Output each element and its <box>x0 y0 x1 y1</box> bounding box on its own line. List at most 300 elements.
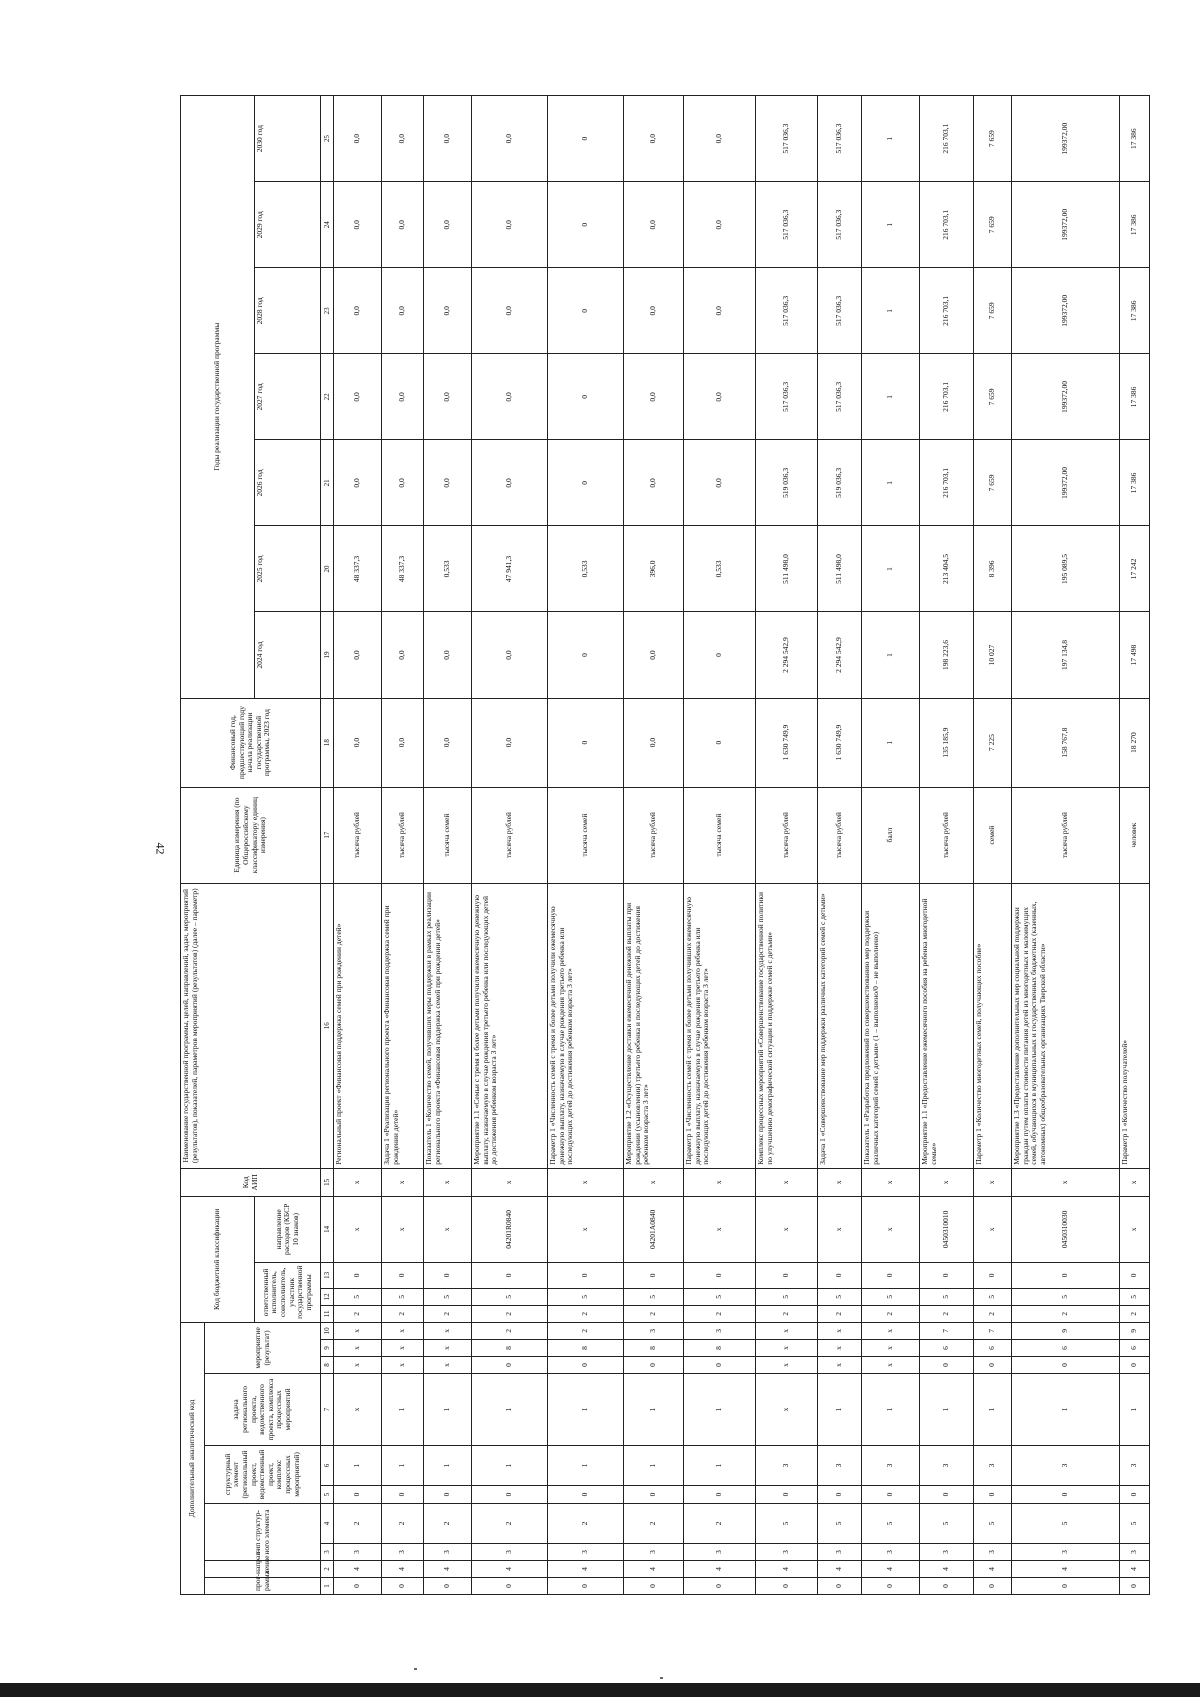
value-cell: 216 703,1 <box>920 440 974 526</box>
table-row <box>684 96 756 1595</box>
unit-cell: человек <box>1120 787 1150 883</box>
value-cell: 0,533 <box>684 526 756 612</box>
code-cell: 5 <box>862 1288 920 1305</box>
scan-speck <box>660 1677 663 1679</box>
value-cell: 2 294 542,9 <box>756 612 818 698</box>
value-cell: 0 <box>548 612 624 698</box>
unit-cell: семей <box>974 787 1012 883</box>
value-cell: 0,0 <box>334 354 382 440</box>
code-cell: 0450310030 <box>1012 1196 1120 1262</box>
code-cell: 1 <box>974 1373 1012 1445</box>
code-cell: 2 <box>548 1305 624 1322</box>
code-cell: 0 <box>472 1356 548 1373</box>
col-number: 12 <box>321 1288 334 1305</box>
code-cell: 0 <box>334 1485 382 1503</box>
code-cell: 0 <box>684 1356 756 1373</box>
value-cell: 0 <box>684 698 756 787</box>
code-cell: x <box>862 1196 920 1262</box>
code-cell: 0 <box>974 1485 1012 1503</box>
row-name: Мероприятие 1.1 «Семьи с тремя и более детьми получили ежемесячную денежную выплату, назначаемую в случае рождения третьего ребенка или последующих детей до достижения ребенком возраста 3 лет» <box>472 883 548 1168</box>
code-cell: 1 <box>684 1445 756 1485</box>
value-cell: 17 386 <box>1120 354 1150 440</box>
code-cell: x <box>1120 1196 1150 1262</box>
code-cell: 3 <box>624 1544 684 1561</box>
value-cell: 0,0 <box>472 612 548 698</box>
code-cell: 1 <box>624 1373 684 1445</box>
value-cell: 0,0 <box>624 612 684 698</box>
code-cell: 3 <box>334 1544 382 1561</box>
value-cell: 17 498 <box>1120 612 1150 698</box>
program-table <box>180 95 1150 1595</box>
code-cell: 0 <box>624 1485 684 1503</box>
code-cell: 1 <box>334 1445 382 1485</box>
code-cell: 0 <box>334 1578 382 1595</box>
value-cell: 0,0 <box>684 182 756 268</box>
code-cell: 1 <box>472 1445 548 1485</box>
value-cell: 0,0 <box>334 96 382 182</box>
table-body <box>334 96 1150 1595</box>
code-cell: 8 <box>472 1339 548 1356</box>
rotated-table-frame <box>180 95 1139 1595</box>
code-cell: 1 <box>818 1373 862 1445</box>
unit-cell: тысяча рублей <box>756 787 818 883</box>
code-cell: x <box>424 1356 472 1373</box>
value-cell: 519 036,3 <box>756 440 818 526</box>
unit-cell: тысяча семей <box>684 787 756 883</box>
value-cell: 0,0 <box>424 268 472 354</box>
code-cell: 5 <box>756 1503 818 1543</box>
unit-cell: тысяча рублей <box>920 787 974 883</box>
code-cell: 1 <box>684 1373 756 1445</box>
code-cell: 0 <box>624 1262 684 1288</box>
code-cell: 1 <box>1120 1373 1150 1445</box>
code-cell: 2 <box>684 1305 756 1322</box>
code-cell: 0 <box>424 1578 472 1595</box>
table-row <box>818 96 862 1595</box>
code-cell: 2 <box>1012 1305 1120 1322</box>
value-cell: 0,0 <box>334 440 382 526</box>
code-cell: 5 <box>974 1503 1012 1543</box>
value-cell: 0,0 <box>382 96 424 182</box>
table-row <box>334 96 382 1595</box>
table-row <box>424 96 472 1595</box>
value-cell: 17 386 <box>1120 268 1150 354</box>
code-cell: 1 <box>424 1373 472 1445</box>
code-cell: x <box>424 1196 472 1262</box>
value-cell: 7 225 <box>974 698 1012 787</box>
code-cell: x <box>382 1339 424 1356</box>
unit-cell: балл <box>862 787 920 883</box>
code-cell: 4 <box>424 1561 472 1578</box>
code-cell: x <box>862 1339 920 1356</box>
value-cell: 0,0 <box>684 96 756 182</box>
code-cell: x <box>818 1339 862 1356</box>
code-cell: x <box>756 1356 818 1373</box>
code-cell: x <box>818 1196 862 1262</box>
value-cell: 1 630 749,9 <box>756 698 818 787</box>
code-cell: 0 <box>920 1262 974 1288</box>
code-cell: 0 <box>920 1485 974 1503</box>
code-cell: x <box>334 1373 382 1445</box>
header-year-2026: 2026 год <box>255 440 321 526</box>
value-cell: 216 703,1 <box>920 354 974 440</box>
value-cell: 517 036,3 <box>818 354 862 440</box>
code-cell: 6 <box>1120 1339 1150 1356</box>
code-cell: x <box>684 1168 756 1196</box>
col-number: 18 <box>321 698 334 787</box>
table-row <box>862 96 920 1595</box>
code-cell: 6 <box>920 1339 974 1356</box>
value-cell: 17 386 <box>1120 96 1150 182</box>
code-cell: 5 <box>334 1288 382 1305</box>
value-cell: 213 404,5 <box>920 526 974 612</box>
code-cell: x <box>862 1168 920 1196</box>
table-row <box>756 96 818 1595</box>
code-cell: x <box>818 1168 862 1196</box>
header-executor: ответственный исполнитель, соисполнитель, участник государственной программы <box>255 1262 321 1322</box>
code-cell: 4 <box>818 1561 862 1578</box>
value-cell: 0 <box>548 440 624 526</box>
value-cell: 1 630 749,9 <box>818 698 862 787</box>
code-cell: x <box>756 1322 818 1339</box>
code-cell: 2 <box>684 1503 756 1543</box>
value-cell: 199372,00 <box>1012 354 1120 440</box>
value-cell: 1 <box>862 440 920 526</box>
code-cell: x <box>424 1339 472 1356</box>
code-cell: 0 <box>472 1485 548 1503</box>
value-cell: 517 036,3 <box>756 96 818 182</box>
value-cell: 8 396 <box>974 526 1012 612</box>
unit-cell: тысяча рублей <box>1012 787 1120 883</box>
code-cell: 0 <box>818 1262 862 1288</box>
code-cell: 2 <box>920 1305 974 1322</box>
col-number: 20 <box>321 526 334 612</box>
value-cell: 48 337,3 <box>382 526 424 612</box>
value-cell: 0,0 <box>382 612 424 698</box>
value-cell: 216 703,1 <box>920 182 974 268</box>
value-cell: 0,0 <box>472 96 548 182</box>
code-cell: 8 <box>684 1339 756 1356</box>
code-cell: 0 <box>974 1356 1012 1373</box>
code-cell: 3 <box>1012 1445 1120 1485</box>
value-cell: 396,0 <box>624 526 684 612</box>
value-cell: 47 941,3 <box>472 526 548 612</box>
code-cell: 5 <box>920 1288 974 1305</box>
code-cell: 5 <box>548 1288 624 1305</box>
code-cell: 0 <box>974 1262 1012 1288</box>
code-cell: 5 <box>818 1288 862 1305</box>
code-cell: x <box>548 1168 624 1196</box>
col-number: 14 <box>321 1196 334 1262</box>
code-cell: 2 <box>624 1305 684 1322</box>
code-cell: 8 <box>624 1339 684 1356</box>
code-cell: 3 <box>684 1544 756 1561</box>
row-name: Мероприятие 1.2 «Осуществление доставки ежемесячной денежной выплаты при рождении (усыновлении) третьего ребенка и последующих детей до достижения ребенком возраста 3 лет» <box>624 883 684 1168</box>
row-name: Параметр 1 «Численность семей с тремя и более детьми получили ежемесячную денежную выплату, назначаемую в случае рождения третьего ребенка или последующих детей до достижения ребенком возраста 3 лет» <box>548 883 624 1168</box>
code-cell: 2 <box>818 1305 862 1322</box>
unit-cell: тысяча рублей <box>472 787 548 883</box>
col-number: 7 <box>321 1373 334 1445</box>
code-cell: x <box>382 1356 424 1373</box>
row-name: Параметр 1 «Численность семей с тремя и более детьми получивших ежемесячную денежную выплату, назначаемую в случае рождения третьего ребенка или последующих детей до достижения ребенком возраста 3 лет» <box>684 883 756 1168</box>
code-cell: 4 <box>548 1561 624 1578</box>
value-cell: 0 <box>548 354 624 440</box>
code-cell: 2 <box>424 1305 472 1322</box>
table-row <box>472 96 548 1595</box>
code-cell: x <box>756 1196 818 1262</box>
value-cell: 0 <box>684 612 756 698</box>
value-cell: 0,533 <box>548 526 624 612</box>
code-cell: x <box>382 1196 424 1262</box>
code-cell: 3 <box>818 1445 862 1485</box>
table-row <box>974 96 1012 1595</box>
code-cell: x <box>548 1196 624 1262</box>
col-number: 15 <box>321 1168 334 1196</box>
code-cell: 0 <box>684 1485 756 1503</box>
code-cell: x <box>334 1196 382 1262</box>
value-cell: 0,0 <box>624 268 684 354</box>
code-cell: x <box>334 1322 382 1339</box>
code-cell: 2 <box>472 1305 548 1322</box>
header-years-group: Годы реализации государственной программы <box>181 96 255 699</box>
header-dac: Дополнительный аналитический код <box>181 1322 205 1594</box>
code-cell: 0 <box>624 1578 684 1595</box>
code-cell: 2 <box>472 1503 548 1543</box>
unit-cell: тысяча рублей <box>624 787 684 883</box>
code-cell: x <box>818 1356 862 1373</box>
code-cell: 0 <box>472 1578 548 1595</box>
header-type: тип структур-ного элемента <box>205 1503 321 1560</box>
header-year-2025: 2025 год <box>255 526 321 612</box>
rotated-page-area <box>180 95 1139 1595</box>
code-cell: 2 <box>382 1305 424 1322</box>
code-cell: x <box>1012 1168 1120 1196</box>
code-cell: 0 <box>1012 1578 1120 1595</box>
value-cell: 0 <box>548 182 624 268</box>
value-cell: 18 270 <box>1120 698 1150 787</box>
header-year-2028: 2028 год <box>255 268 321 354</box>
code-cell: 1 <box>624 1445 684 1485</box>
code-cell: 0 <box>1012 1356 1120 1373</box>
code-cell: 4 <box>920 1561 974 1578</box>
value-cell: 511 498,0 <box>756 526 818 612</box>
row-name: Параметр 1 «Количество получателей» <box>1120 883 1150 1168</box>
code-cell: 0 <box>472 1262 548 1288</box>
code-cell: x <box>756 1168 818 1196</box>
code-cell: 3 <box>684 1322 756 1339</box>
value-cell: 0,0 <box>684 354 756 440</box>
unit-cell: тысяча семей <box>424 787 472 883</box>
code-cell: 2 <box>424 1503 472 1543</box>
value-cell: 0,0 <box>472 698 548 787</box>
code-cell: 0 <box>548 1485 624 1503</box>
code-cell: 4 <box>1012 1561 1120 1578</box>
code-cell: 0 <box>920 1578 974 1595</box>
value-cell: 17 386 <box>1120 440 1150 526</box>
code-cell: 7 <box>974 1322 1012 1339</box>
table-row <box>548 96 624 1595</box>
code-cell: 4 <box>1120 1561 1150 1578</box>
code-cell: 5 <box>1012 1288 1120 1305</box>
table-row <box>382 96 424 1595</box>
value-cell: 0,0 <box>624 698 684 787</box>
code-cell: x <box>974 1168 1012 1196</box>
col-number: 24 <box>321 182 334 268</box>
col-number: 11 <box>321 1305 334 1322</box>
code-cell: 4 <box>334 1561 382 1578</box>
code-cell: 5 <box>684 1288 756 1305</box>
unit-cell: тысяча рублей <box>382 787 424 883</box>
code-cell: 2 <box>548 1322 624 1339</box>
code-cell: 3 <box>382 1544 424 1561</box>
code-cell: 3 <box>920 1544 974 1561</box>
value-cell: 2 294 542,9 <box>818 612 862 698</box>
value-cell: 1 <box>862 354 920 440</box>
code-cell: 0 <box>548 1262 624 1288</box>
value-cell: 517 036,3 <box>818 96 862 182</box>
code-cell: 0 <box>1012 1485 1120 1503</box>
value-cell: 198 223,6 <box>920 612 974 698</box>
value-cell: 199372,00 <box>1012 182 1120 268</box>
col-number: 2 <box>321 1561 334 1578</box>
code-cell: 3 <box>1120 1544 1150 1561</box>
code-cell: 1 <box>382 1373 424 1445</box>
code-cell: x <box>862 1356 920 1373</box>
code-cell: 0 <box>684 1262 756 1288</box>
unit-cell: тысяча рублей <box>334 787 382 883</box>
value-cell: 0,0 <box>684 440 756 526</box>
value-cell: 0 <box>548 698 624 787</box>
value-cell: 7 659 <box>974 96 1012 182</box>
code-cell: 5 <box>624 1288 684 1305</box>
col-number: 17 <box>321 787 334 883</box>
row-name: Региональный проект «Финансовая поддержка семей при рождении детей» <box>334 883 382 1168</box>
value-cell: 0,0 <box>472 182 548 268</box>
value-cell: 0,0 <box>334 268 382 354</box>
code-cell: 5 <box>862 1503 920 1543</box>
value-cell: 0,0 <box>472 354 548 440</box>
col-number: 4 <box>321 1503 334 1543</box>
col-number: 6 <box>321 1445 334 1485</box>
code-cell: 2 <box>548 1503 624 1543</box>
code-cell: 0 <box>382 1485 424 1503</box>
header-unit: Единица измерения (по Общероссийскому классификатору единиц измерения) <box>181 787 321 883</box>
code-cell: 0 <box>818 1578 862 1595</box>
code-cell: 1 <box>920 1373 974 1445</box>
code-cell: 9 <box>1012 1322 1120 1339</box>
code-cell: 1 <box>382 1445 424 1485</box>
code-cell: 0 <box>382 1578 424 1595</box>
value-cell: 7 659 <box>974 440 1012 526</box>
code-cell: x <box>382 1168 424 1196</box>
code-cell: 3 <box>920 1445 974 1485</box>
code-cell: 0 <box>1120 1356 1150 1373</box>
code-cell: 0 <box>756 1578 818 1595</box>
code-cell: x <box>624 1168 684 1196</box>
code-cell: x <box>334 1356 382 1373</box>
code-cell: 0 <box>974 1578 1012 1595</box>
code-cell: 3 <box>624 1322 684 1339</box>
value-cell: 0,0 <box>382 354 424 440</box>
page-number: 42 <box>153 842 168 855</box>
code-cell: 9 <box>1120 1322 1150 1339</box>
code-cell: 5 <box>1120 1288 1150 1305</box>
code-cell: 5 <box>818 1503 862 1543</box>
col-number: 9 <box>321 1339 334 1356</box>
code-cell: 1 <box>424 1445 472 1485</box>
col-number: 8 <box>321 1356 334 1373</box>
value-cell: 517 036,3 <box>756 354 818 440</box>
value-cell: 0,0 <box>472 268 548 354</box>
code-cell: x <box>1120 1168 1150 1196</box>
code-cell: 2 <box>334 1503 382 1543</box>
table-row <box>1120 96 1150 1595</box>
header-event: мероприятие (результат) <box>205 1322 321 1373</box>
code-cell: 3 <box>1120 1445 1150 1485</box>
code-cell: 4 <box>624 1561 684 1578</box>
code-cell: 3 <box>974 1445 1012 1485</box>
code-cell: 0 <box>424 1485 472 1503</box>
code-cell: 2 <box>624 1503 684 1543</box>
col-number: 25 <box>321 96 334 182</box>
code-cell: 1 <box>862 1373 920 1445</box>
code-cell: 2 <box>974 1305 1012 1322</box>
value-cell: 0,0 <box>424 612 472 698</box>
code-cell: x <box>472 1168 548 1196</box>
value-cell: 0,0 <box>424 182 472 268</box>
code-cell: 0 <box>1120 1485 1150 1503</box>
code-cell: 0 <box>624 1356 684 1373</box>
code-cell: 3 <box>1012 1544 1120 1561</box>
code-cell: 0 <box>862 1578 920 1595</box>
code-cell: 0 <box>920 1356 974 1373</box>
header-dir: направ-ление <box>205 1561 321 1578</box>
code-cell: 5 <box>920 1503 974 1543</box>
code-cell: 3 <box>862 1544 920 1561</box>
code-cell: 7 <box>920 1322 974 1339</box>
value-cell: 0,0 <box>624 440 684 526</box>
value-cell: 0,0 <box>382 182 424 268</box>
value-cell: 511 498,0 <box>818 526 862 612</box>
code-cell: 0 <box>424 1262 472 1288</box>
code-cell: 1 <box>548 1445 624 1485</box>
value-cell: 0,0 <box>382 268 424 354</box>
scan-speck <box>414 1668 417 1670</box>
code-cell: 3 <box>424 1544 472 1561</box>
col-number: 23 <box>321 268 334 354</box>
col-number: 10 <box>321 1322 334 1339</box>
code-cell: 2 <box>756 1305 818 1322</box>
code-cell: 3 <box>818 1544 862 1561</box>
code-cell: 2 <box>862 1305 920 1322</box>
value-cell: 0,0 <box>382 698 424 787</box>
code-cell: 3 <box>472 1544 548 1561</box>
code-cell: 0 <box>756 1485 818 1503</box>
value-cell: 0,533 <box>424 526 472 612</box>
code-cell: 1 <box>472 1373 548 1445</box>
code-cell: x <box>756 1339 818 1356</box>
code-cell: 5 <box>1012 1503 1120 1543</box>
value-cell: 0 <box>548 96 624 182</box>
value-cell: 135 185,9 <box>920 698 974 787</box>
header-year-2024: 2024 год <box>255 612 321 698</box>
code-cell: 0 <box>862 1262 920 1288</box>
code-cell: 0 <box>1120 1578 1150 1595</box>
code-cell: 4 <box>382 1561 424 1578</box>
code-cell: 2 <box>334 1305 382 1322</box>
code-cell: 4 <box>974 1561 1012 1578</box>
code-cell: 6 <box>974 1339 1012 1356</box>
